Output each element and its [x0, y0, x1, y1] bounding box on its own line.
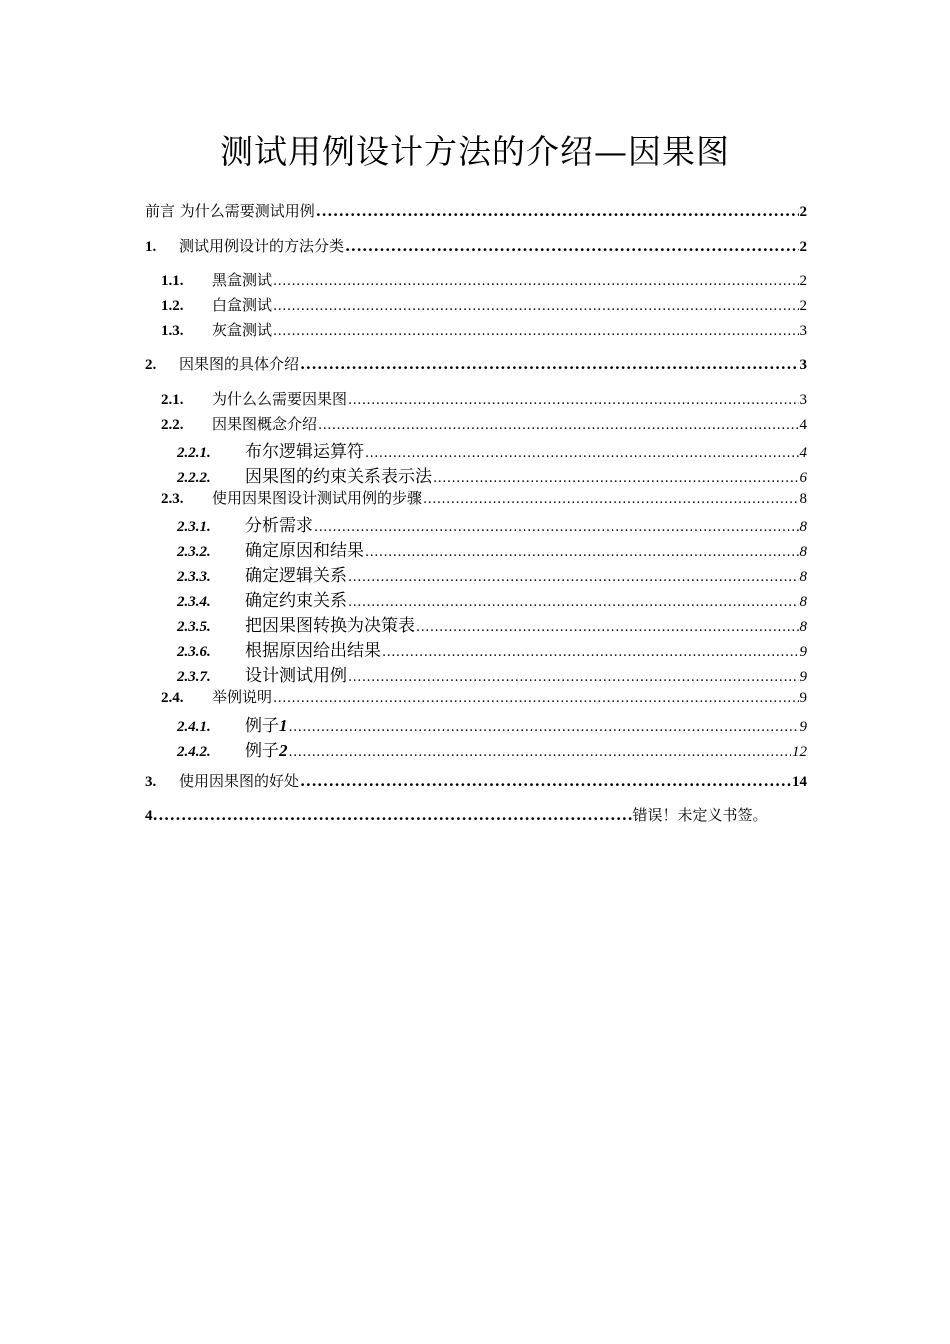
toc-entry-2-4-2[interactable]: [145, 736, 807, 761]
toc-leader: [345, 237, 798, 255]
toc-entry-number: 2.3.5.: [177, 619, 211, 635]
toc-leader: [316, 202, 799, 220]
toc-error-message: 错误！未定义书签。: [632, 806, 768, 824]
toc-entry-2-3-3[interactable]: [145, 561, 807, 586]
toc-leader: [300, 355, 798, 373]
toc-entry-2-3-2[interactable]: [145, 536, 807, 561]
toc-entry-number: 2.2.1.: [177, 445, 211, 461]
toc-entry-text: 测试用例设计的方法分类: [179, 237, 345, 255]
toc-entry-2-2-2[interactable]: [145, 462, 807, 487]
toc-entry-text-label: 例子: [245, 741, 279, 761]
toc-entry-number: 3.: [145, 774, 157, 790]
toc-entry-4-error[interactable]: [145, 804, 845, 826]
toc-entry-text-number: 2: [279, 741, 288, 760]
toc-leader: [289, 745, 792, 760]
toc-leader: [348, 670, 799, 685]
toc-leader: [433, 471, 799, 486]
toc-leader: [382, 645, 799, 660]
toc-entry-text: 黑盒测试: [212, 271, 273, 289]
toc-page-number: 8: [799, 619, 807, 635]
toc-entry-2-3-1[interactable]: [145, 511, 807, 536]
toc-entry-number: 2.3.3.: [177, 569, 211, 585]
toc-page-number: 9: [799, 669, 807, 685]
toc-page-number: 6: [799, 470, 807, 486]
toc-entry-text-label: 例子: [245, 716, 279, 736]
toc-leader: [348, 393, 798, 408]
toc-leader: [348, 570, 799, 585]
toc-page-number: 3: [799, 392, 807, 408]
toc-entry-2[interactable]: [145, 353, 807, 373]
toc-page-number: 4: [799, 445, 807, 461]
toc-entry-text: 确定逻辑关系: [245, 566, 347, 586]
toc-page-number: 2: [799, 204, 807, 220]
toc-entry-number: 2.4.: [161, 690, 184, 706]
toc-entry-number: 2.3.4.: [177, 594, 211, 610]
toc-leader: [273, 691, 798, 706]
toc-entry-text: [245, 736, 288, 761]
toc-entry-3[interactable]: [145, 770, 807, 790]
toc-entry-number: 2.3.6.: [177, 644, 211, 660]
toc-entry-1[interactable]: [145, 235, 807, 255]
toc-leader: [300, 772, 791, 790]
toc-page-number: 12: [792, 744, 807, 760]
toc-entry-number: 2.1.: [161, 392, 184, 408]
document-title: 测试用例设计方法的介绍—因果图: [220, 132, 730, 171]
toc-entry-text: 确定原因和结果: [245, 541, 364, 561]
toc-leader: [273, 299, 798, 314]
toc-entry-2-3-7[interactable]: [145, 661, 807, 686]
toc-entry-text: 把因果图转换为决策表: [245, 616, 415, 636]
toc-entry-text: 举例说明: [212, 688, 273, 706]
toc-entry-1-2[interactable]: [145, 294, 807, 314]
toc-page-number: 8: [799, 491, 807, 507]
toc-page-number: 2: [799, 273, 807, 289]
toc-page-number: 8: [799, 519, 807, 535]
toc-leader: [365, 545, 799, 560]
toc-entry-2-3-4[interactable]: [145, 586, 807, 611]
toc-entry-number: 2.2.2.: [177, 470, 211, 486]
toc-page-number: 8: [799, 544, 807, 560]
toc-entry-number: 2.: [145, 357, 157, 373]
toc-entry-2-2-1[interactable]: [145, 437, 807, 462]
toc-entry-2-3-5[interactable]: [145, 611, 807, 636]
toc-entry-number: 1.3.: [161, 323, 184, 339]
toc-entry-text-number: 1: [279, 716, 288, 735]
toc-leader: [273, 274, 798, 289]
toc-entry-number: 1.: [145, 239, 157, 255]
toc-leader: [153, 806, 633, 824]
toc-entry-text: 灰盒测试: [212, 321, 273, 339]
toc-page-number: 9: [799, 690, 807, 706]
toc-leader: [289, 720, 799, 735]
toc-entry-text: 因果图的约束关系表示法: [245, 467, 432, 487]
toc-entry-number: 2.3.7.: [177, 669, 211, 685]
toc-page-number: 4: [799, 417, 807, 433]
toc-entry-text: 使用因果图设计测试用例的步骤: [212, 489, 423, 507]
toc-page-number: 14: [792, 774, 807, 790]
toc-leader: [416, 620, 799, 635]
toc-entry-2-4[interactable]: [145, 686, 807, 706]
toc-leader: [273, 324, 798, 339]
toc-entry-number: 2.4.1.: [177, 719, 211, 735]
toc-leader: [365, 446, 799, 461]
toc-page-number: 8: [799, 594, 807, 610]
toc-entry-text: [245, 711, 288, 736]
toc-page-number: 2: [799, 298, 807, 314]
toc-entry-text: 白盒测试: [212, 296, 273, 314]
toc-entry-text: 为什么么需要因果图: [212, 390, 348, 408]
toc-entry-number: 2.3.1.: [177, 519, 211, 535]
toc-leader: [423, 492, 798, 507]
toc-entry-2-2[interactable]: [145, 413, 807, 433]
toc-leader: [348, 595, 799, 610]
toc-page-number: 9: [799, 644, 807, 660]
toc-page-number: 8: [799, 569, 807, 585]
toc-entry-2-4-1[interactable]: [145, 711, 807, 736]
toc-entry-preface[interactable]: [145, 200, 807, 220]
toc-page-number: 3: [799, 357, 807, 373]
toc-entry-2-3[interactable]: [145, 487, 807, 507]
toc-leader: [318, 418, 798, 433]
toc-leader: [314, 520, 799, 535]
toc-entry-number: 2.3.: [161, 491, 184, 507]
toc-entry-number: 2.2.: [161, 417, 184, 433]
toc-entry-text: 分析需求: [245, 516, 313, 536]
toc-entry-text: 使用因果图的好处: [179, 772, 300, 790]
toc-entry-number: 4: [145, 808, 153, 824]
toc-entry-number: 1.1.: [161, 273, 184, 289]
toc-entry-2-3-6[interactable]: [145, 636, 807, 661]
toc-entry-text: 设计测试用例: [245, 666, 347, 686]
toc-entry-1-3[interactable]: [145, 319, 807, 339]
toc-entry-text: 布尔逻辑运算符: [245, 442, 364, 462]
toc-entry-text: 因果图的具体介绍: [179, 355, 300, 373]
toc-entry-number: 1.2.: [161, 298, 184, 314]
toc-page-number: 2: [799, 239, 807, 255]
toc-entry-1-1[interactable]: [145, 269, 807, 289]
toc-page-number: 9: [799, 719, 807, 735]
toc-entry-number: 2.4.2.: [177, 744, 211, 760]
toc-entry-text: 根据原因给出结果: [245, 641, 381, 661]
toc-entry-text: 前言 为什么需要测试用例: [145, 202, 315, 220]
toc-entry-text: 确定约束关系: [245, 591, 347, 611]
toc-page-number: 3: [799, 323, 807, 339]
toc-entry-text: 因果图概念介绍: [212, 415, 318, 433]
toc-entry-number: 2.3.2.: [177, 544, 211, 560]
toc-entry-2-1[interactable]: [145, 388, 807, 408]
